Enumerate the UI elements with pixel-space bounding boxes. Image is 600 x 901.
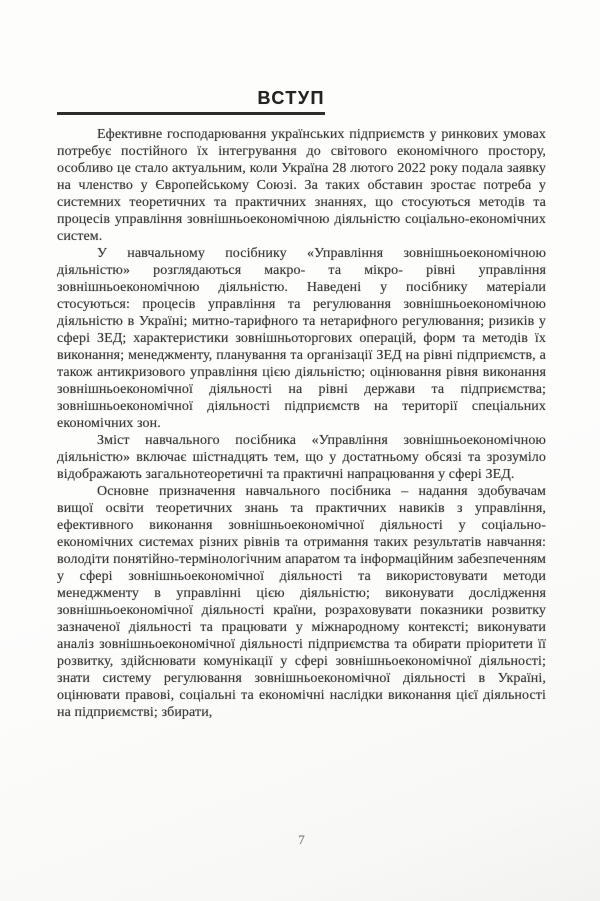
- page-number: 7: [298, 832, 305, 847]
- paragraph-intro: Ефективне господарювання українських підприємств у ринкових умовах потребує постійного їх інтегрування до світового економічного простору, особливо це стало актуальним, коли Україна 28 лютого 2022 року подала заявку на членство у Європейському Союзі. За таких обставин зростає потреба у системних теоретичних та практичних знаннях, що стосуються методів та процесів управління зовнішньоекономічною діяльністю соціально-економічних систем.: [57, 127, 546, 244]
- paragraph-manual-overview: У навчальному посібнику «Управління зовнішньоекономічною діяльністю» розглядаються макро- та мікро- рівні управління зовнішньоекономічною діяльністю. Наведені у посібнику матеріали стосуються: процесів управління та регулювання зовнішньоекономічною діяльністю в Україні; митно-тарифного та нетарифного регулювання; ризиків у сфері ЗЕД; характеристики зовнішньоторгових операцій, форм та методів їх виконання; менеджменту, планування та організації ЗЕД на рівні підприємств, а також антикризового управління цією діяльністю; оцінювання рівня виконання зовнішньоекономічної діяльності на рівні держави та підприємства; зовнішньоекономічної діяльності підприємств на території спеціальних економічних зон.: [57, 246, 546, 431]
- paragraph-purpose: Основне призначення навчального посібника – надання здобувачам вищої освіти теоретичних знань та практичних навиків з управління, ефективного виконання зовнішньоекономічної діяльності у соціально-економічних системах різних рівнів та отримання таких результатів навчання: володіти понятійно-термінологічним апаратом та інформаційним забезпеченням у сфері зовнішньоекономічної діяльності та використовувати методи менеджменту в управлінні цією діяльністю; виконувати дослідження зовнішньоекономічної діяльності країни, розраховувати показники розвитку зазначеної діяльності та працювати у міжнародному контексті; виконувати аналіз зовнішньоекономічної діяльності підприємства та обирати пріоритети її розвитку, здійснювати комунікації у сфері зовнішньоекономічної діяльності; знати систему регулювання зовнішньоекономічної діяльності в Україні, оцінювати правові, соціальні та економічні наслідки виконання цієї діяльності на підприємстві; збирати,: [57, 484, 546, 720]
- page-body: [57, 126, 546, 721]
- page-title: ВСТУП: [257, 88, 325, 108]
- chapter-heading-rule: [57, 88, 325, 115]
- paragraph-contents: Зміст навчального посібника «Управління зовнішньоекономічною діяльністю» включає шістнадцять тем, що у достатньому обсязі та зрозуміло відображають загальнотеоретичні та практичні напрацювання у сфері ЗЕД.: [57, 433, 546, 482]
